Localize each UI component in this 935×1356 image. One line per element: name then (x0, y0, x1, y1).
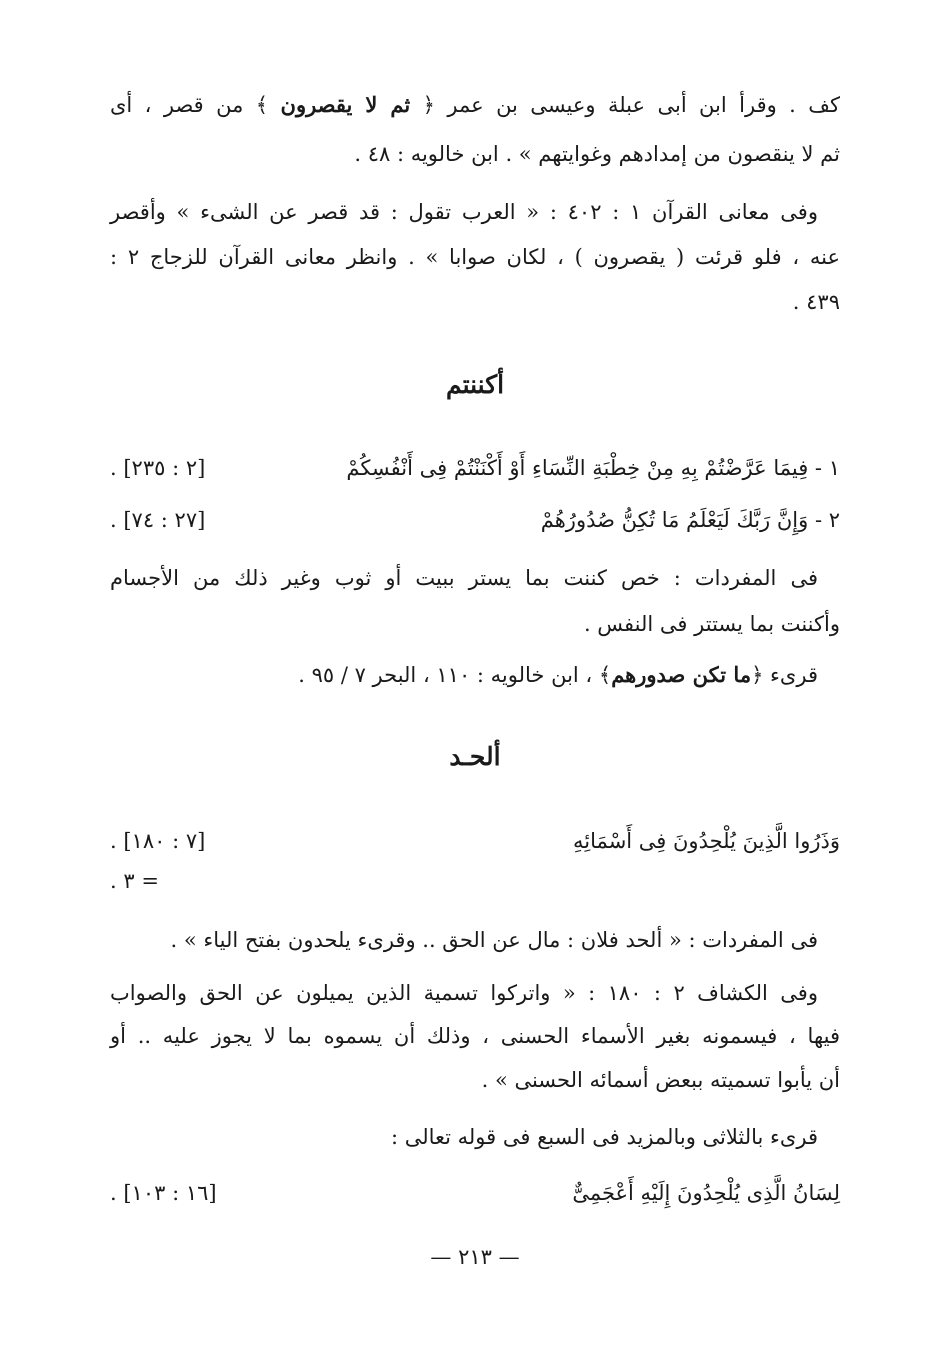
text-line: ٤٣٩ . (792, 290, 840, 314)
text-span: قرىء ﴿ (751, 663, 818, 687)
quran-quote: ثم لا يقصرون (280, 92, 411, 117)
section-heading: ألحـد (449, 742, 501, 771)
text-line: فيها ، فيسمونه بغير الأسماء الحسنى ، وذلك أن يسموه بما لا يجوز عليه .. أو (110, 1024, 840, 1048)
text-line: عنه ، فلو قرئت ( يقصرون ) ، لكان صوابا » . وانظر معانى القرآن للزجاج ٢ : (110, 245, 840, 269)
text-line: وأكننت بما يستتر فى النفس . (583, 612, 840, 636)
text-span: كف . وقرأ ابن أبى عبلة وعيسى بن عمر ﴿ (422, 93, 840, 117)
verse-reference: [٢ : ٢٣٥] . (110, 456, 206, 480)
verse-text: ٢ - وَإِنَّ رَبَّكَ لَيَعْلَمُ مَا تُكِنُّ صُدُورُهُمْ (540, 508, 840, 532)
book-page (110, 0, 840, 1356)
verse-text: لِسَانُ الَّذِى يُلْحِدُونَ إِلَيْهِ أَعْجَمِىٌّ (572, 1181, 840, 1205)
quran-quote: ما تكن صدورهم (611, 662, 752, 687)
verse-reference: [١٦ : ١٠٣] . (110, 1181, 217, 1205)
verse-reference: [٧ : ١٨٠] . (110, 829, 206, 853)
verse-text: وَذَرُوا الَّذِينَ يُلْحِدُونَ فِى أَسْمَائِهِ (573, 829, 840, 853)
text-line: ثم لا ينقصون من إمدادهم وغوايتهم » . ابن خالويه : ٤٨ . (354, 142, 840, 166)
text-span: = ٣ . (110, 869, 159, 893)
text-line (110, 866, 840, 896)
text-line: أن يأبوا تسميته ببعض أسمائه الحسنى » . (481, 1068, 840, 1092)
text-line: فى المفردات : « ألحد فلان : مال عن الحق .. وقرىء يلحدون بفتح الياء » . (170, 928, 818, 952)
verse-line (110, 826, 840, 856)
text-line (110, 660, 840, 690)
text-span: ﴾ من قصر ، أى (110, 93, 269, 117)
text-span: ﴾ ، ابن خالويه : ١١٠ ، البحر ٧ / ٩٥ . (298, 663, 612, 687)
text-line: قرىء بالثلاثى وبالمزيد فى السبع فى قوله تعالى : (390, 1125, 818, 1149)
verse-line (110, 1178, 840, 1208)
text-line: فى المفردات : خص كننت بما يستر ببيت أو ثوب وغير ذلك من الأجسام (110, 566, 818, 590)
text-line: وفى معانى القرآن ١ : ٤٠٢ : « العرب تقول : قد قصر عن الشىء » وأقصر (110, 200, 818, 224)
text-line (110, 90, 840, 120)
page-number: — ٢١٣ — (430, 1245, 520, 1269)
section-heading: أكننتم (445, 370, 505, 399)
verse-line (110, 453, 840, 483)
verse-reference: [٢٧ : ٧٤] . (110, 508, 206, 532)
text-line: وفى الكشاف ٢ : ١٨٠ : « واتركوا تسمية الذين يميلون عن الحق والصواب (110, 981, 818, 1005)
verse-text: ١ - فِيمَا عَرَّضْتُمْ بِهِ مِنْ خِطْبَةِ النِّسَاءِ أَوْ أَكْنَنْتُمْ فِى أَنْفُسِكُمْ (346, 456, 840, 480)
verse-line (110, 505, 840, 535)
